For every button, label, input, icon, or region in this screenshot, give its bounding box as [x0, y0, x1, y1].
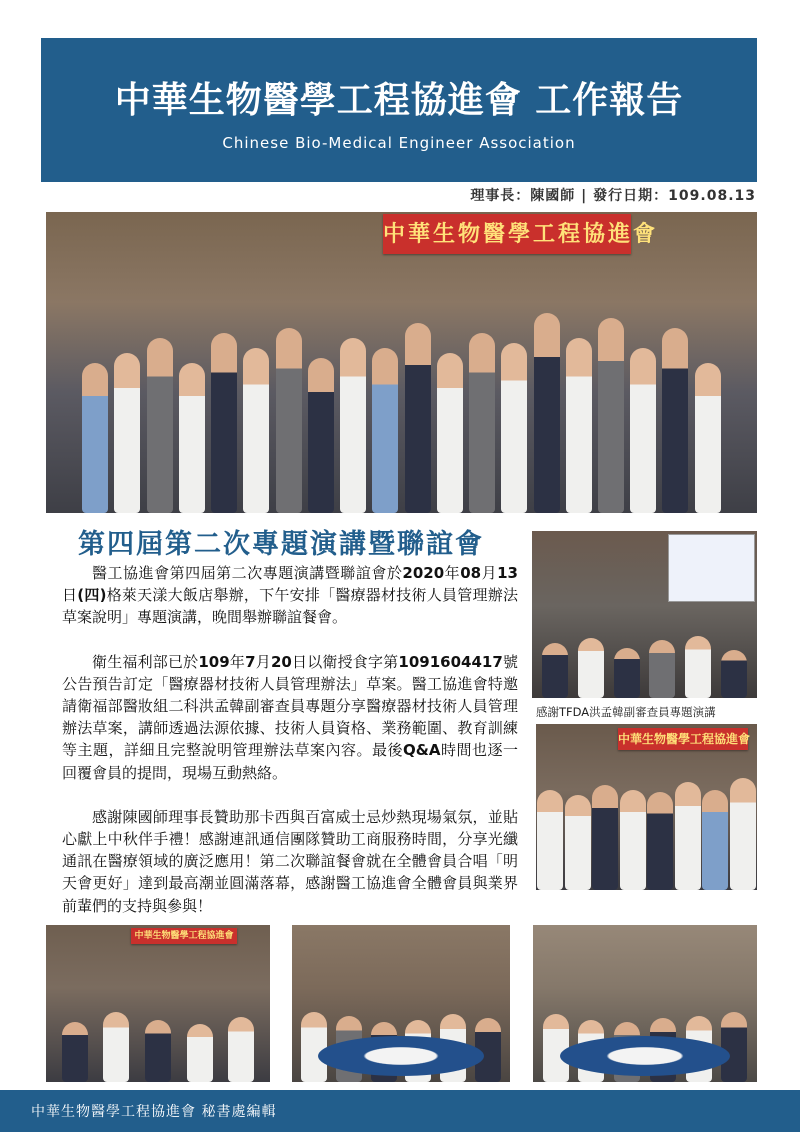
footer-bar [0, 1090, 800, 1132]
group-photo [46, 212, 757, 513]
lecture-caption: 感謝TFDA洪孟韓副審查員專題演講 [536, 705, 716, 719]
report-subtitle: Chinese Bio-Medical Engineer Association [222, 134, 576, 152]
report-title: 中華生物醫學工程協進會 工作報告 [114, 80, 684, 121]
lecture-photo [532, 531, 757, 698]
group-people [46, 273, 757, 513]
article-body [62, 562, 518, 939]
dinner-photo-middle [292, 925, 510, 1082]
photo-banner: 中華生物醫學工程協進會 [383, 214, 631, 254]
issue-meta: 理事長：陳國師 | 發行日期：109.08.13 [470, 188, 756, 204]
projection-screen [668, 534, 755, 602]
dinner-photo-right [533, 925, 757, 1082]
paragraph-3: 感謝陳國師理事長贊助那卡西與百富威士忌炒熱現場氣氛，並貼心獻上中秋伴手禮！感謝連訊通信團隊贊助工商服務時間，分享光纖通訊在醫療領域的廣泛應用！第二次聯誼餐會就在全體會員合唱「明天會更好」達到最高潮並圓滿落幕，感謝醫工協進會全體會員與業界前輩們的支持與參與！ [62, 807, 518, 915]
paragraph-1: 醫工協進會第四屆第二次專題演講暨聯誼會於2020年08月13日(四)格萊天漾大飯店舉辦，下午安排「醫療器材技術人員管理辦法草案說明」專題演講，晚間舉辦聯誼餐會。 [62, 564, 518, 627]
footer-text: 中華生物醫學工程協進會 秘書處編輯 [31, 1104, 277, 1120]
stage-photo: 中華生物醫學工程協進會 [536, 724, 757, 890]
article-title: 第四屆第二次專題演講暨聯誼會 [78, 529, 484, 560]
dinner-photo-left: 中華生物醫學工程協進會 [46, 925, 270, 1082]
paragraph-2: 衛生福利部已於109年7月20日以衛授食字第1091604417號公告預告訂定「醫療器材技術人員管理辦法」草案。醫工協進會特邀請衛福部醫妝組二科洪孟韓副審查員專題分享醫療器材技術人員管理辦法草案，講師透過法源依據、技術人員資格、業務範圍、教育訓練等主題，詳細且完整說明管理辦法草案內容。最後Q&A時間也逐一回覆會員的提問，現場互動熱絡。 [62, 652, 518, 782]
report-header [41, 38, 757, 182]
